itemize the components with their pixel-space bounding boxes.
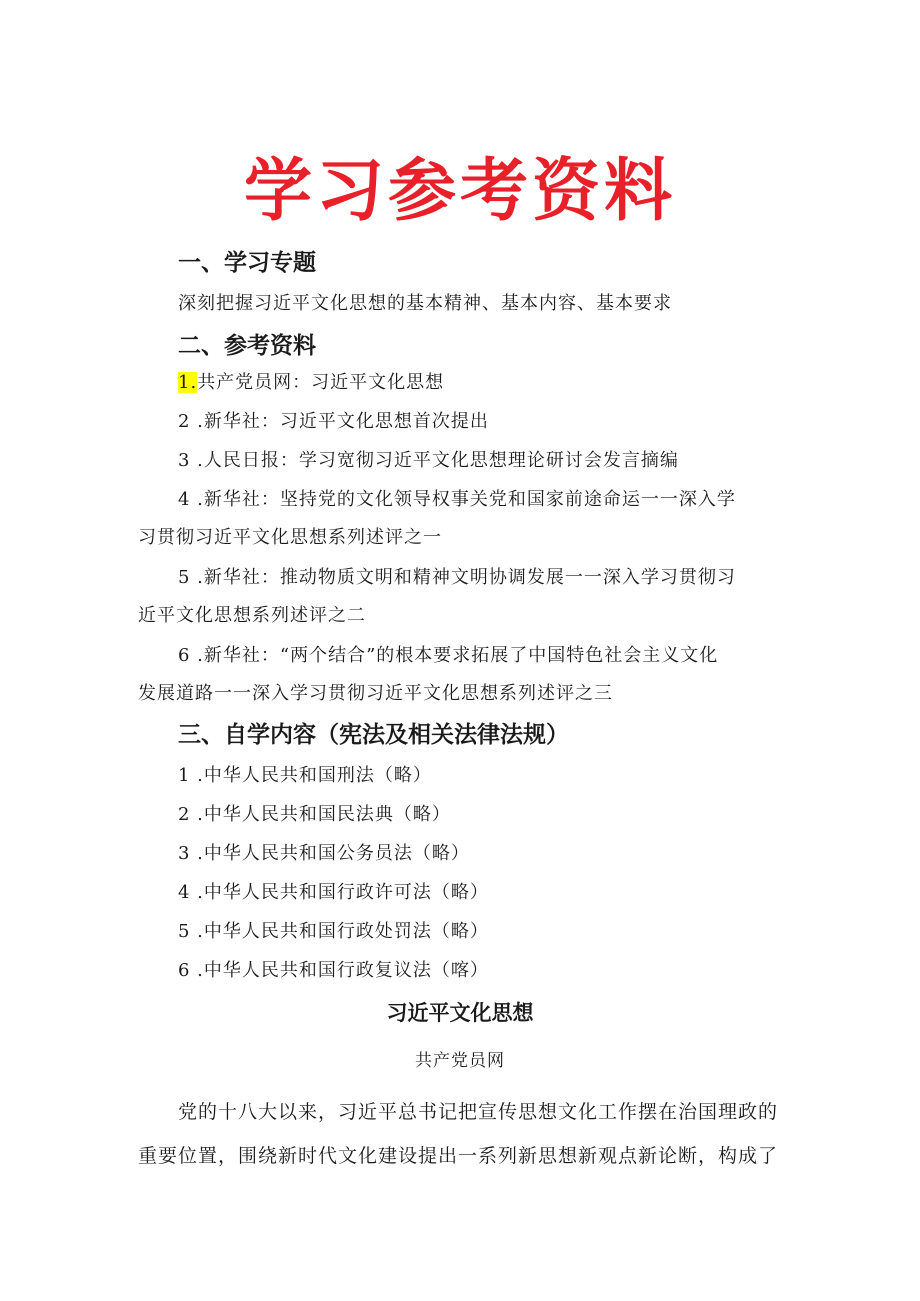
- item-text: 新华社：习近平文化思想首次提出: [203, 411, 489, 432]
- item-number: 5 .: [178, 567, 204, 588]
- list-item: [178, 763, 432, 789]
- list-item: [178, 487, 736, 513]
- item-number: 1 .: [178, 765, 204, 786]
- list-item-continuation: 习贯彻习近平文化思想系列述评之一: [138, 527, 442, 548]
- item-text: 中华人民共和国行政复议法（喀）: [203, 960, 489, 981]
- section-heading-1: 一、学习专题: [178, 250, 316, 276]
- item-number: 6 .: [178, 645, 204, 666]
- item-text: 中华人民共和国公务员法（略）: [203, 843, 470, 864]
- list-item: [178, 802, 451, 828]
- article-source: 共产党员网: [415, 1051, 505, 1071]
- item-text: 中华人民共和国民法典（略）: [203, 804, 451, 825]
- item-text: 新华社：“两个结合”的根本要求拓展了中国特色社会主义文化: [203, 645, 719, 666]
- article-paragraph-line: 党的十八大以来，习近平总书记把宣传思想文化工作摆在治国理政的: [178, 1101, 779, 1123]
- item-text: 人民日报：学习宽彻习近平文化思想理论研讨会发言摘编: [203, 450, 679, 471]
- document-title: 学习参考资料: [243, 152, 676, 231]
- item-number: 6 .: [178, 960, 204, 981]
- list-item: [178, 565, 736, 591]
- item-number: 4 .: [178, 489, 204, 510]
- list-item: [178, 880, 489, 906]
- article-paragraph-line: 重要位置，围绕新时代文化建设提出一系列新思想新观点新论断，构成了: [138, 1145, 779, 1167]
- item-text: 中华人民共和国刑法（略）: [203, 765, 432, 786]
- list-item: [178, 448, 679, 474]
- list-item: [178, 643, 718, 669]
- article-title: 习近平文化思想: [386, 1001, 534, 1025]
- item-number: 3 .: [178, 450, 204, 471]
- list-item: [178, 841, 470, 867]
- item-number: 2 .: [178, 411, 204, 432]
- list-item: [178, 958, 489, 984]
- item-text: 新华社：坚持党的文化领导权事关党和国家前途命运一一深入学: [203, 489, 736, 510]
- list-item: [178, 409, 489, 435]
- section-heading-2: 二、参考资料: [178, 333, 316, 359]
- item-text: 中华人民共和国行政许可法（略）: [203, 882, 489, 903]
- item-number: 4 .: [178, 882, 204, 903]
- item-text: 中华人民共和国行政处罚法（略）: [203, 921, 489, 942]
- list-item: [178, 919, 489, 945]
- list-item: [178, 370, 444, 396]
- item-number: 3 .: [178, 843, 204, 864]
- item-text: 新华社：推动物质文明和精神文明协调发展一一深入学习贯彻习: [203, 567, 736, 588]
- list-item-continuation: 发展道路一一深入学习贯彻习近平文化思想系列述评之三: [138, 683, 613, 704]
- item-text: 共产党员网：习近平文化思想: [197, 372, 445, 393]
- list-item-continuation: 近平文化思想系列述评之二: [138, 605, 366, 626]
- item-number: 5 .: [178, 921, 204, 942]
- section-heading-3: 三、自学内容（宪法及相关法律法规）: [178, 722, 569, 748]
- item-number: 1.: [178, 372, 198, 393]
- item-number: 2 .: [178, 804, 204, 825]
- section-1-line: 深刻把握习近平文化思想的基本精神、基本内容、基本要求: [178, 293, 672, 314]
